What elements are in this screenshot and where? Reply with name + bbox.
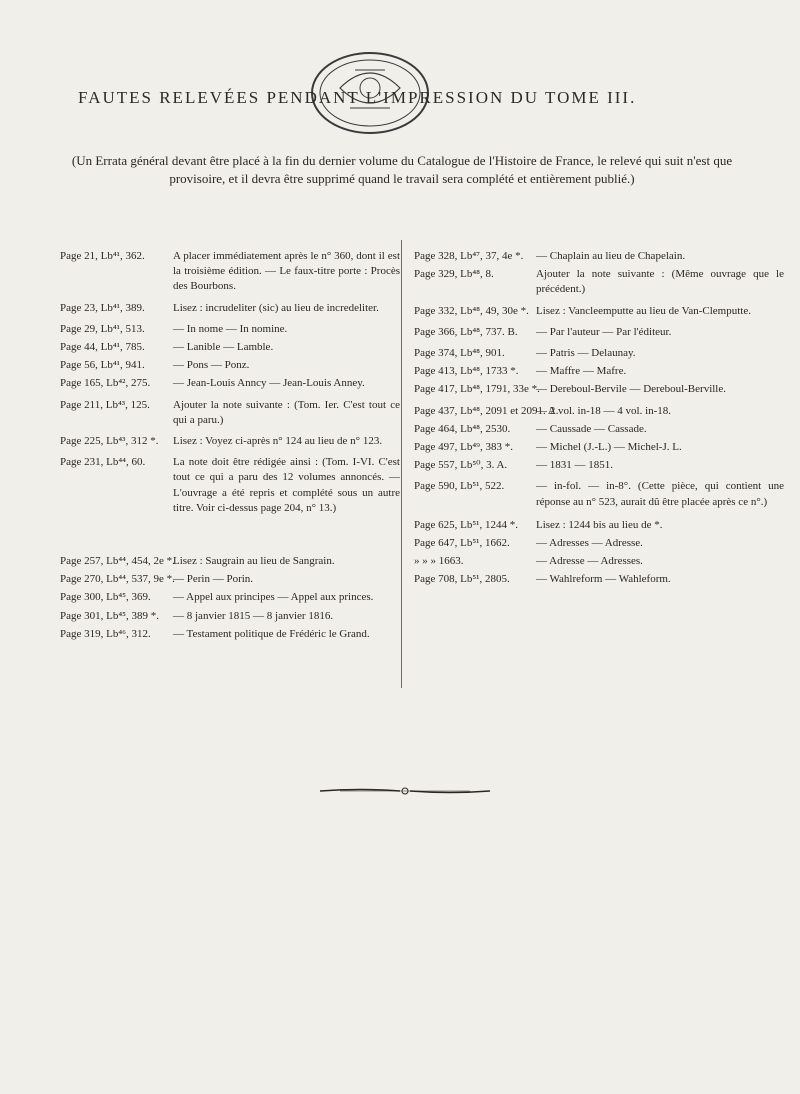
page-reference: Page 647, Lb⁵¹, 1662. (414, 537, 510, 550)
page-reference: Page 413, Lb⁴⁸, 1733 *. (414, 365, 519, 378)
column-divider (401, 240, 402, 688)
correction-text: A placer immédiatement après le n° 360, dont il est la troisième édition. — Le faux-titre porte : Procès des Bourbons. (173, 250, 400, 293)
correction-text: — 1831 — 1851. (536, 459, 613, 472)
end-ornament (320, 784, 490, 798)
erratum-entry (414, 458, 784, 473)
right-column (414, 249, 784, 591)
erratum-entry (60, 340, 400, 355)
page-reference: Page 165, Lb⁴², 275. (60, 377, 151, 390)
erratum-entry (414, 404, 784, 419)
erratum-entry (60, 358, 400, 373)
correction-text: — Adresse — Adresses. (536, 555, 643, 568)
correction-text: — Pons — Ponz. (173, 359, 250, 372)
erratum-entry (414, 346, 784, 361)
correction-text: — Michel (J.-L.) — Michel-J. L. (536, 441, 682, 454)
erratum-entry (60, 376, 400, 391)
correction-text: — Par l'auteur — Par l'éditeur. (536, 325, 672, 338)
page-reference: Page 23, Lb⁴¹, 389. (60, 301, 145, 314)
page-reference: Page 625, Lb⁵¹, 1244 *. (414, 518, 518, 531)
correction-text: — Dereboul-Bervile — Dereboul-Berville. (536, 383, 726, 396)
page-reference: Page 366, Lb⁴⁸, 737. B. (414, 325, 518, 338)
page-reference: Page 211, Lb⁴³, 125. (60, 398, 150, 411)
intro-paragraph: (Un Errata général devant être placé à la fin du dernier volume du Catalogue de l'Histoire de France, le relevé qui suit n'est que provisoire, et il devra être supprimé quand le travail sera complété et entièrement publié.) (71, 153, 733, 186)
erratum-entry (60, 434, 400, 449)
page-reference: Page 557, Lb⁵⁰, 3. A. (414, 459, 508, 472)
page-reference: Page 270, Lb⁴⁴, 537, 9e *. (60, 573, 175, 586)
erratum-entry (60, 398, 400, 428)
erratum-entry (60, 572, 400, 587)
page-reference: Page 464, Lb⁴⁸, 2530. (414, 422, 511, 435)
correction-text: — Appel aux principes — Appel aux princes. (173, 591, 374, 604)
page-reference: Page 319, Lb⁴⁶, 312. (60, 627, 151, 640)
correction-text: — Patris — Delaunay. (536, 347, 636, 360)
page-title: FAUTES RELEVÉES PENDANT L'IMPRESSION DU TOME III. (78, 88, 637, 107)
page-reference: Page 708, Lb⁵¹, 2805. (414, 573, 510, 586)
page-reference: Page 437, Lb⁴⁸, 2091 et 2091. A. (414, 404, 559, 417)
page-reference: Page 300, Lb⁴⁵, 369. (60, 591, 151, 604)
correction-text: — In nome — In nomine. (173, 322, 288, 335)
erratum-entry (60, 322, 400, 337)
correction-text: — Lanible — Lamble. (173, 341, 274, 354)
erratum-entry (414, 572, 784, 587)
correction-text: — 2 vol. in-18 — 4 vol. in-18. (536, 404, 672, 417)
erratum-entry (414, 382, 784, 397)
page-reference: Page 332, Lb⁴⁸, 49, 30e *. (414, 304, 529, 317)
erratum-entry (414, 536, 784, 551)
correction-text: — Perin — Porin. (173, 573, 254, 586)
correction-text: — in-fol. — in-8°. (Cette pièce, qui contient une réponse au n° 523, aurait dû être placée après ce n°.) (536, 480, 784, 508)
correction-text: — 8 janvier 1815 — 8 janvier 1816. (173, 609, 334, 622)
correction-text: — Testament politique de Frédéric le Grand. (173, 627, 370, 640)
page-reference: Page 497, Lb⁴⁹, 383 *. (414, 441, 514, 454)
ornament-rule-icon (320, 784, 490, 798)
page-reference: Page 21, Lb⁴¹, 362. (60, 250, 145, 262)
erratum-entry (60, 554, 400, 569)
page-reference: Page 44, Lb⁴¹, 785. (60, 341, 145, 354)
erratum-entry (60, 249, 400, 295)
page-reference: » » » 1663. (414, 555, 464, 568)
erratum-entry (414, 267, 784, 297)
correction-text: — Caussade — Cassade. (536, 422, 647, 435)
correction-text: Lisez : Saugrain au lieu de Sangrain. (173, 555, 335, 568)
page-reference: Page 231, Lb⁴⁴, 60. (60, 456, 146, 469)
erratum-entry (414, 440, 784, 455)
correction-text: — Chaplain au lieu de Chapelain. (536, 250, 686, 262)
erratum-entry (414, 304, 784, 319)
page-reference: Page 29, Lb⁴¹, 513. (60, 322, 145, 335)
correction-text: — Jean-Louis Anncy — Jean-Louis Anney. (173, 377, 365, 390)
page-reference: Page 417, Lb⁴⁸, 1791, 33e *. (414, 383, 540, 396)
erratum-entry (414, 364, 784, 379)
erratum-entry (60, 627, 400, 642)
erratum-entry (414, 325, 784, 340)
page-reference: Page 225, Lb⁴³, 312 *. (60, 435, 159, 448)
page-reference: Page 329, Lb⁴⁸, 8. (414, 268, 494, 281)
erratum-entry (60, 301, 400, 316)
page-reference: Page 56, Lb⁴¹, 941. (60, 359, 145, 372)
erratum-entry (60, 590, 400, 605)
erratum-entry (414, 422, 784, 437)
correction-text: La note doit être rédigée ainsi : (Tom. I-VI. C'est tout ce qui a paru des 12 volumes annoncés. — L'ouvrage a été repris et complété sous un autre titre. Voir ci-dessus page 204, n° 13.) (173, 456, 400, 514)
left-column (60, 249, 400, 645)
erratum-entry (414, 479, 784, 509)
correction-text: Lisez : Vancleemputte au lieu de Van-Clemputte. (536, 304, 751, 317)
correction-text: — Maffre — Mafre. (536, 365, 627, 378)
correction-text: Ajouter la note suivante : (Même ouvrage que le précédent.) (536, 268, 784, 296)
correction-text: Lisez : incrudeliter (sic) au lieu de incredeliter. (173, 301, 379, 314)
correction-text: Lisez : Voyez ci-après n° 124 au lieu de n° 123. (173, 435, 383, 448)
page-reference: Page 257, Lb⁴⁴, 454, 2e *. (60, 555, 175, 568)
correction-text: Ajouter la note suivante : (Tom. Ier. C'est tout ce qui a paru.) (173, 398, 400, 426)
erratum-entry (60, 455, 400, 516)
page-reference: Page 301, Lb⁴⁵, 389 *. (60, 609, 160, 622)
page-reference: Page 328, Lb⁴⁷, 37, 4e *. (414, 250, 524, 262)
page-reference: Page 374, Lb⁴⁸, 901. (414, 347, 505, 360)
erratum-entry (60, 609, 400, 624)
erratum-entry (414, 518, 784, 533)
correction-text: — Wahlreform — Wahleform. (536, 573, 671, 586)
correction-text: Lisez : 1244 bis au lieu de *. (536, 518, 663, 531)
erratum-entry (414, 554, 784, 569)
page-reference: Page 590, Lb⁵¹, 522. (414, 480, 505, 493)
correction-text: — Adresses — Adresse. (536, 537, 643, 550)
erratum-entry (414, 249, 784, 264)
